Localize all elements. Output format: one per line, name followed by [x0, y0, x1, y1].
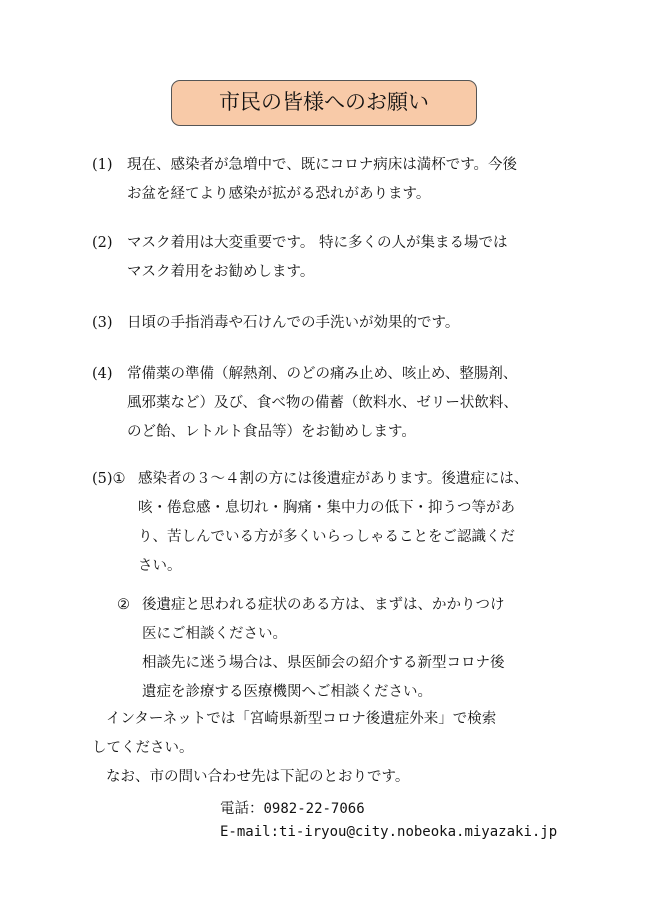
item-line: 感染者の３～４割の方には後遺症があります。後遺症には、 — [138, 471, 529, 487]
page-title: 市民の皆様へのお願い — [171, 80, 477, 126]
email-line — [220, 824, 557, 840]
item-line: 日頃の手指消毒や石けんでの手洗いが効果的です。 — [127, 315, 460, 331]
item-line: さい。 — [138, 558, 182, 574]
phone-number: 0982-22-7066 — [263, 801, 365, 817]
item-number: (2) — [92, 235, 113, 251]
item-line: お盆を経てより感染が拡がる恐れがあります。 — [127, 186, 431, 202]
item-line: 現在、感染者が急増中で、既にコロナ病床は満杯です。今後 — [127, 157, 518, 173]
email-address: ti-iryou@city.nobeoka.miyazaki.jp — [279, 824, 558, 840]
item-line: マスク着用は大変重要です。 特に多くの人が集まる場では — [127, 235, 508, 251]
paragraph-line: インターネットでは「宮崎県新型コロナ後遺症外来」で検索 — [106, 711, 497, 727]
item-line: り、苦しんでいる方が多くいらっしゃることをご認識くだ — [138, 529, 515, 545]
email-label: E-mail: — [220, 824, 280, 840]
phone-line — [220, 797, 365, 818]
item-line: 風邪薬など）及び、食べ物の備蓄（飲料水、ゼリー状飲料、 — [127, 395, 518, 411]
paragraph-line: してください。 — [92, 740, 194, 756]
item-number: (5)① — [92, 471, 126, 487]
item-number: ② — [117, 597, 130, 613]
item-line: 遺症を診療する医療機関へご相談ください。 — [142, 684, 432, 700]
item-line: 医にご相談ください。 — [142, 626, 287, 642]
item-number: (3) — [92, 315, 113, 331]
item-line: 相談先に迷う場合は、県医師会の紹介する新型コロナ後 — [142, 655, 505, 671]
item-number: (1) — [92, 157, 113, 173]
item-line: 咳・倦怠感・息切れ・胸痛・集中力の低下・抑うつ等があ — [138, 500, 515, 516]
phone-label: 電話： — [220, 801, 264, 817]
item-line: 常備薬の準備（解熱剤、のどの痛み止め、咳止め、整腸剤、 — [127, 366, 518, 382]
paragraph-line: なお、市の問い合わせ先は下記のとおりです。 — [106, 769, 410, 785]
internet-paragraph — [92, 705, 592, 763]
item-line: のど飴、レトルト食品等）をお勧めします。 — [127, 424, 416, 440]
contact-intro — [106, 763, 586, 792]
item-line: 後遺症と思われる症状のある方は、まずは、かかりつけ — [142, 597, 505, 613]
item-line: マスク着用をお勧めします。 — [127, 264, 315, 280]
item-number: (4) — [92, 366, 113, 382]
